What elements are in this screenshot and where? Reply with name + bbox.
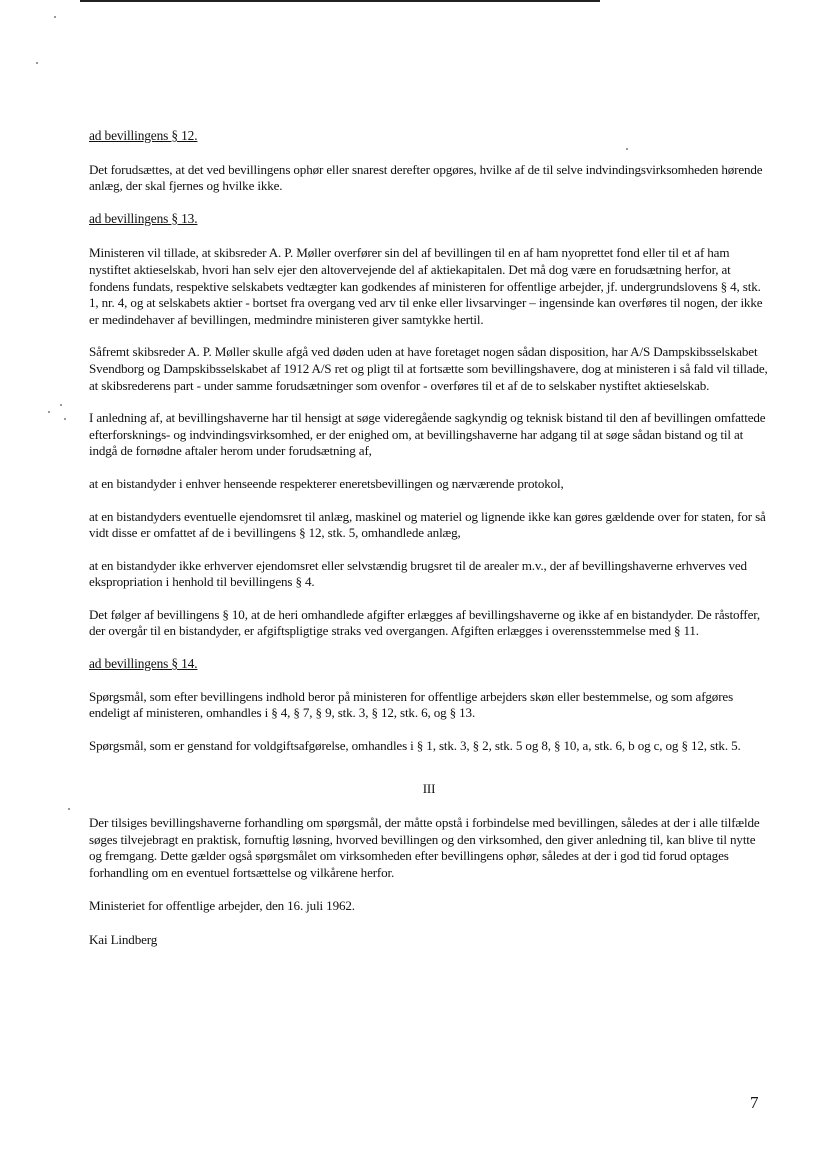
scan-top-border (80, 0, 600, 2)
paragraph-transfer-to-fund: Ministeren vil tillade, at skibsreder A. P. Møller overfører sin del af bevillingen til en af ham nyoprettet fond eller til et af ham nystiftet aktieselskab, hvori han selv ejer den altovervejende del af aktiekapitalen. Det må dog være en forudsætning herfor, at fondens fundats, respektive selskabets vedtægter kan godkendes af ministeren for offentlige arbejder, jf. undergrundslovens § 4, stk. 1, nr. 4, og at selskabets aktier - bortset fra overgang ved arv til enke eller livsarvinger – ingensinde kan overføres til nogen, der ikke er medindehaver af bevillingen, medmindre ministeren giver samtykke hertil. (89, 245, 763, 327)
section-number-iii: III (422, 781, 436, 797)
document-body (89, 128, 769, 949)
paragraph-succession: Såfremt skibsreder A. P. Møller skulle afgå ved døden uden at have foretaget nogen sådan disposition, har A/S Dampskibsselskabet Svendborg og Dampskibsselskabet af 1912 A/S ret og pligt til at fortsætte som bevillingshavere, dog at ministeren i så fald vil tillade, at skibsrederens part - under samme forudsætninger som ovenfor - overføres til et af de to selskaber nystiftet aktieselskab. (89, 344, 768, 393)
paragraph-negotiation: Der tilsiges bevillingshaverne forhandling om spørgsmål, der måtte opstå i forbindelse med bevillingen, således at der i alle tilfælde søges tilvejebragt en praktisk, fornuftig løsning, hvorved bevillingen og den virksomhed, den giver anledning til, kan blive til nytte og fremgang. Dette gælder også spørgsmålet om virksomheden efter bevillingens ophør, således at der i god tid forud optages forhandling om en eventuel fortsættelse og vilkårene herfor. (89, 815, 760, 880)
paragraph-minister-discretion: Spørgsmål, som efter bevillingens indhold beror på ministeren for offentlige arbejders skøn eller bestemmelse, og som afgøres endeligt af ministeren, omhandles i § 4, § 7, § 9, stk. 3, § 12, stk. 6, og § 13. (89, 688, 734, 721)
page-number: 7 (750, 1093, 759, 1112)
scan-speck (54, 16, 56, 18)
scan-speck (68, 808, 70, 810)
signature-name: Kai Lindberg (89, 932, 158, 947)
heading-section-14: ad bevillingens § 14. (89, 656, 198, 672)
paragraph-fees: Det følger af bevillingens § 10, at de heri omhandlede afgifter erlægges af bevillingshaverne og ikke af en bistandyder. De råstoffer, der overgår til en bistandyder, er afgiftspligtige straks ved overgangen. Afgiften erlægges i overensstemmelse med § 11. (89, 606, 761, 639)
paragraph-arbitration: Spørgsmål, som er genstand for voldgiftsafgørelse, omhandles i § 1, stk. 3, § 2, stk. 5 og 8, § 10, a, stk. 6, b og c, og § 12, stk. 5. (89, 737, 741, 753)
heading-section-12: ad bevillingens § 12. (89, 128, 198, 143)
paragraph-section-12: Det forudsættes, at det ved bevillingens ophør eller snarest derefter opgøres, hvilke af de til selve indvindingsvirksomheden hørende anlæg, der skal fjernes og hvilke ikke. (89, 161, 763, 194)
paragraph-condition-3: at en bistandyder ikke erhverver ejendomsret eller selvstændig brugsret til de arealer m.v., der af bevillingshaverne erhverves ved ekspropriation i henhold til bevillingens § 4. (89, 557, 747, 590)
heading-section-13: ad bevillingens § 13. (89, 210, 198, 226)
scan-speck (626, 148, 628, 150)
paragraph-condition-1: at en bistandyder i enhver henseende respekterer eneretsbevillingen og nærværende protokol, (89, 475, 564, 491)
scan-speck (64, 418, 66, 420)
scan-speck (36, 62, 38, 64)
scan-speck (60, 404, 62, 406)
signature-date-line: Ministeriet for offentlige arbejder, den 16. juli 1962. (89, 898, 355, 914)
paragraph-technical-assistance: I anledning af, at bevillingshaverne har til hensigt at søge videregående sagkyndig og teknisk bistand til den af bevillingen omfattede efterforsknings- og indvindingsvirksomhed, er der enighed om, at bevillingshaverne har adgang til at søge sådan bistand og til at indgå de fornødne aftaler herom under forudsætning af, (89, 410, 766, 459)
paragraph-condition-2: at en bistandyders eventuelle ejendomsret til anlæg, maskinel og materiel og lignende ikke kan gøres gældende over for staten, for så vidt disse er omfattet af de i bevillingens § 12, stk. 5, omhandlede anlæg, (89, 508, 766, 541)
scan-speck (48, 411, 50, 413)
